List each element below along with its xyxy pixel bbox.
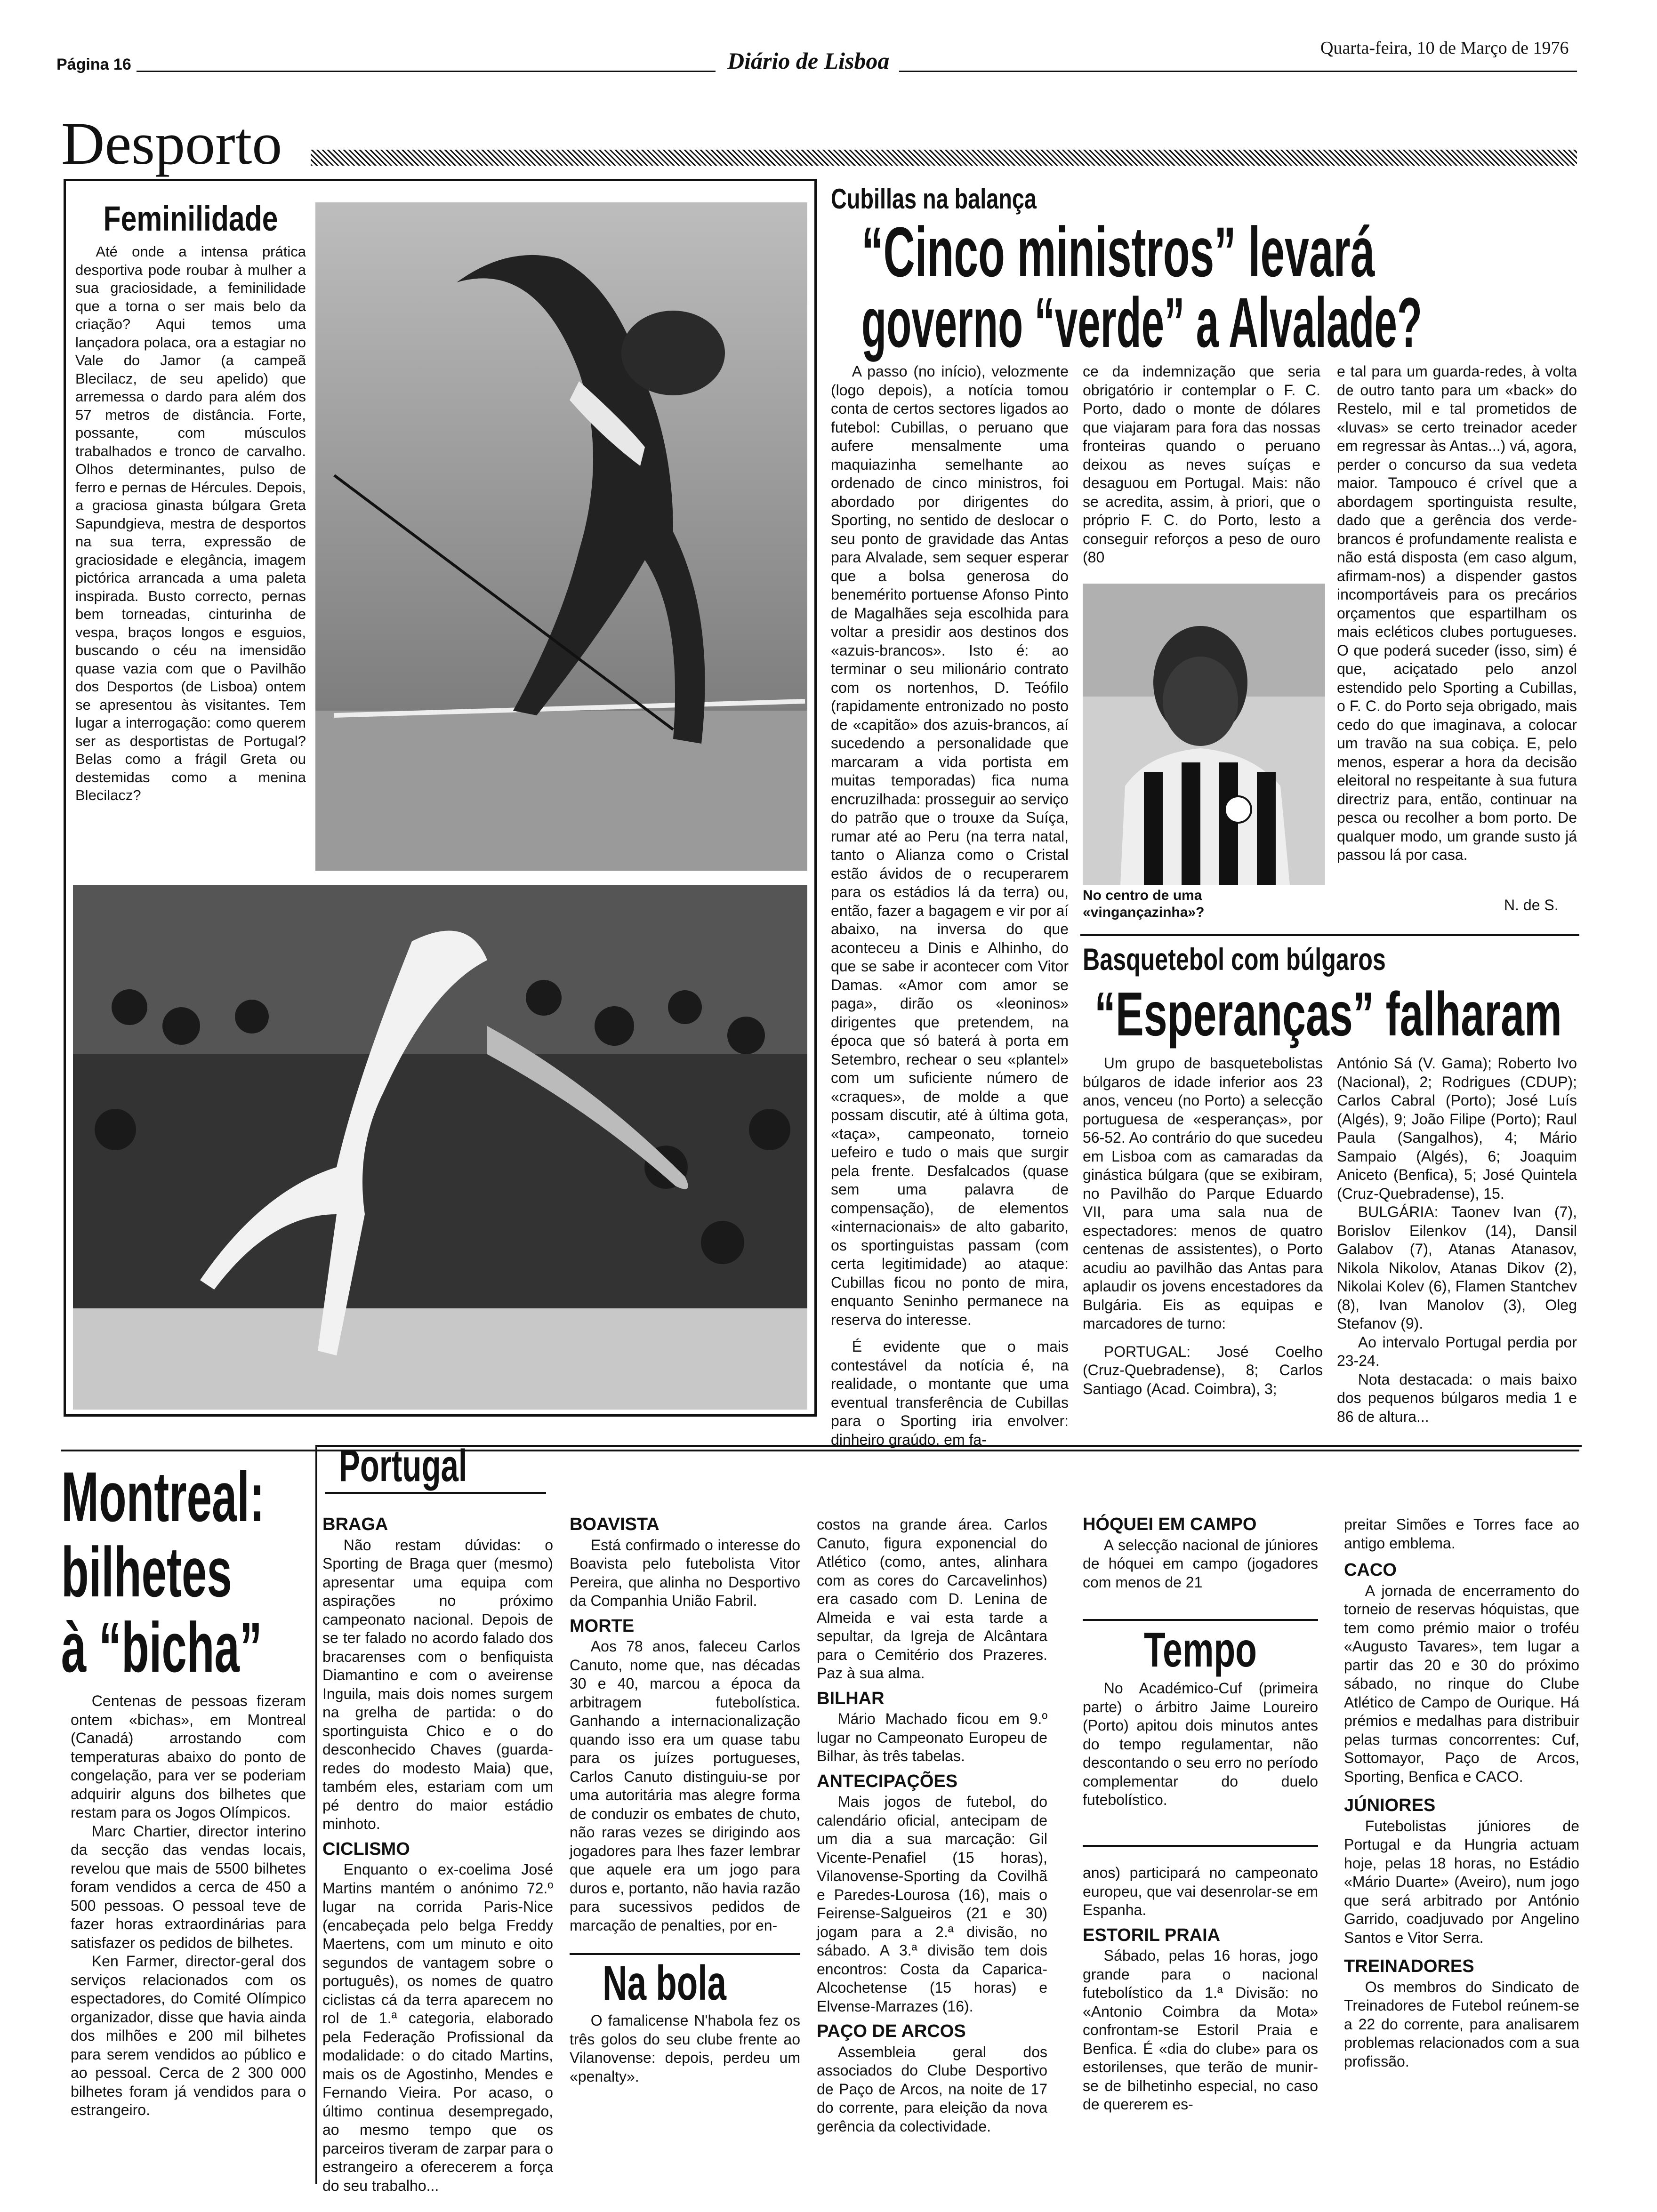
hoquei-text: A selecção nacional de júniores de hóquei em campo (jogadores com menos de 21 <box>1083 1536 1318 1591</box>
ciclismo-heading: CICLISMO <box>322 1839 410 1859</box>
caco-heading: CACO <box>1344 1560 1397 1580</box>
braga-heading: BRAGA <box>322 1515 388 1534</box>
tempo-bottom-rule <box>1083 1845 1318 1847</box>
juniores-text: Futebolistas júniores de Portugal e da Hungria actuam hoje, pelas 18 horas, no Estádio «Mário Duarte» (Aveiro), num jogo que será arbitrado por António Garrido, coadjuvado por Angelino Santos e Vitor Serra. <box>1344 1817 1579 1946</box>
tempo-heading: Tempo <box>1144 1623 1257 1677</box>
montreal-headline-2: bilhetes <box>61 1532 232 1611</box>
basquetebol-col2-text: António Sá (V. Gama); Roberto Ivo (Nacional), 2; Rodrigues (CDUP); Carlos Cabral (Porto); José Luís (Algés), 9; João Filipe (Porto); Raul Paula (Sangalhos), 4; Mário Sampaio (Algés), 6; Joaquim Aniceto (Benfica), 5; José Quintela (Cruz-Quebradense), 15. <box>1337 1055 1577 1202</box>
portugal-col-c <box>817 1515 1047 2136</box>
cubillas-headline-1: “Cinco ministros” levará <box>861 212 1375 291</box>
cubillas-kicker: Cubillas na balança <box>831 183 1037 215</box>
pacoarcos-text: Assembleia geral dos associados do Clube Desportivo de Paço de Arcos, na noite de 17 do corrente, para eleição da nova gerência da colectividade. <box>817 2043 1047 2135</box>
estoril-heading: ESTORIL PRAIA <box>1083 1925 1221 1945</box>
portugal-col-d <box>1083 1515 1318 1592</box>
morte2-text: costos na grande área. Carlos Canuto, figura exponencial do Atlético (como, antes, alinhara com as cores do Carcavelinhos) era casado com D. Lenina de Almeida e vai esta tarde a sepultar, da Igreja de Alcântara para o Cemitério dos Prazeres. Paz à sua alma. <box>817 1516 1047 1682</box>
feminilidade-title: Feminilidade <box>103 199 278 238</box>
cubillas-photo <box>1083 584 1325 885</box>
basquetebol-headline: “Esperanças” falharam <box>1094 979 1562 1049</box>
antecipacoes-heading: ANTECIPAÇÕES <box>817 1771 958 1791</box>
hoquei2-text: anos) participará no campeonato europeu, que vai desenrolar-se em Espanha. <box>1083 1864 1318 1918</box>
tempo-box <box>1083 1619 1318 1810</box>
basquetebol-kicker: Basquetebol com búlgaros <box>1083 942 1386 977</box>
pacoarcos-heading: PAÇO DE ARCOS <box>817 2021 966 2041</box>
caco-text: A jornada de encerramento do torneio de reservas hóquistas, que tem como prémio maior o troféu «Augusto Tavares», tem lugar a partir das 20 e 30 do próximo sábado, no rinque do Clube Atlético de Campo de Ourique. Há prémios e medalhas para distribuir pelas turmas concorrentes: Cuf, Sottomayor, Paço de Arcos, Sporting, Benfica e CACO. <box>1344 1582 1579 1785</box>
juniores-heading: JÚNIORES <box>1344 1795 1436 1815</box>
cubillas-caption: No centro de uma «vingançazinha»? <box>1083 888 1205 920</box>
portugal-col-d2 <box>1083 1864 1318 2114</box>
nabola-box <box>570 1953 800 2086</box>
cubillas-signature: N. de S. <box>1504 897 1559 914</box>
feminilidade-text <box>75 198 306 805</box>
cubillas-col1 <box>831 362 1069 1449</box>
masthead-rule-right <box>899 71 1577 72</box>
portugal-title: Portugal <box>339 1441 467 1491</box>
cubillas-col1-text: A passo (no início), velozmente (logo depois), a notícia tomou conta de certos sectores ligados ao futebol: Cubillas, o peruano que aufere mensalmente uma maquiazinha semelhante ao ordenado de cinco ministros, foi abordado por dirigentes do Sporting, no sentido de deslocar o seu ponto de gravidade das Antas para Alvalade, sem sequer esperar que a bolsa generosa do benemérito portuense Afonso Pinto de Magalhães seja escolhida para voltar a presidir aos destinos dos «azuis-brancos». Isto é: ao terminar o seu milionário contrato com os nortenhos, D. Teófilo (rapidamente entronizado no posto de «capitão» dos azuis-brancos, aí sucedendo a personalidade que marcaram a vida portista em muitas temporadas) fica numa encruzilhada: prosseguir ao serviço do patrão que o trouxe da Suíça, rumar até ao Peru (na terra natal, tanto o Alianza como o Cristal estão ávidos de o recuperarem para os estádios lá da terra) ou, então, fazer a bagagem e vir por aí abaixo, na inversa do que aconteceu a Dinis e Alhinho, do que se sabe ir acontecer com Vitor Damas. «Amor com amor se paga», dirão os «leoninos» dirigentes que pretendem, na época que só baterá à porta em Setembro, rechear o seu «plantel» com um suficiente número de «craques», de molde a que possam discutir, até à última gota, «taça», campeonato, torneio uefeiro e tudo o mais que surgir pela frente. Desfalcados (quase sem uma palavra de compensação), de elementos «internacionais» de alto gabarito, os sportinguistas passam (com certa legitimidade) ao ataque: Cubillas ficou no ponto de mira, enquanto Seninho permanece na reserva do interesse. <box>831 363 1069 1328</box>
montreal-headline-3: à “bicha” <box>61 1608 262 1687</box>
cubillas-col1b-text: É evidente que o mais contestável da notícia é, na realidade, o montante que uma eventual transferência de Cubillas para o Sporting iria envolver: dinheiro graúdo, em fa- <box>831 1338 1069 1448</box>
montreal-p1: Centenas de pessoas fizeram ontem «bichas», em Montreal (Canadá) arrostando com temperaturas abaixo do ponto de congelação, para ver se poderiam adquirir alguns dos bilhetes que restam para os Jogos Olímpicos. <box>71 1692 306 1821</box>
cubillas-col2 <box>1083 362 1320 567</box>
montreal-headline <box>61 1459 325 1685</box>
morte-text: Aos 78 anos, faleceu Carlos Canuto, nome que, nas décadas 30 e 40, marcou a época da arbitragem futebolística. Ganhando a internacionalização quando isso era um quase tabu para os juízes portugueses, Carlos Canuto distinguiu-se por uma autoritária mas alegre forma de conduzir os embates de chuto, não raras vezes se dirigindo aos jogadores para lhes fazer lembrar que aquele era um jogo para duros e, portanto, não havia razão para sucessivos pedidos de marcação de penalties, por en- <box>570 1638 800 1934</box>
bilhar-heading: BILHAR <box>817 1688 885 1708</box>
tempo-text: No Académico-Cuf (primeira parte) o árbitro Jaime Loureiro (Porto) apitou dois minutos antes do tempo regulamentar, não descontando o seu erro no período complementar do duelo futebolístico. <box>1083 1680 1318 1808</box>
cubillas-bottom-rule <box>1080 934 1579 936</box>
nabola-heading: Na bola <box>603 1956 726 2011</box>
boavista-heading: BOAVISTA <box>570 1515 660 1534</box>
montreal-headline-1: Montreal: <box>61 1457 265 1536</box>
antecipacoes-text: Mais jogos de futebol, do calendário oficial, antecipam de um dia a sua marcação: Gil Vicente-Penafiel (15 horas), Vilanovense-Sporting da Covilhã e Paredes-Lourosa (16), mais o Feirense-Salgueiros (21 e 30) jogam para a 2.ª divisão, no sábado. A 3.ª divisão tem dois encontros: Costa da Caparica-Alcochetense (15 horas) e Elvense-Marrazes (16). <box>817 1793 1047 2015</box>
section-title: Desporto <box>61 110 282 177</box>
braga-text: Não restam dúvidas: o Sporting de Braga quer (mesmo) apresentar uma equipa com aspirações no próximo campeonato nacional. Depois de se ter falado no acordo falado dos bracarenses com o benfiquista Diamantino e com o aveirense Inguila, mais dois nomes surgem na grelha de partida: o do sportinguista Chico e o do desconhecido Chaves (guarda-redes do modesto Maia) que, também eles, estariam com um pé dentro do maior estádio minhoto. <box>322 1536 553 1832</box>
javelin-thrower-image <box>315 202 807 871</box>
gymnast-image <box>73 885 807 1410</box>
footballer-image <box>1083 584 1325 885</box>
nabola-text: O famalicense N'habola fez os três golos do seu clube frente ao Vilanovense: depois, perdeu um «penalty». <box>570 2012 800 2085</box>
boavista-text: Está confirmado o interesse do Boavista pelo futebolista Vitor Pereira, que alinha no Desportivo da Companhia União Fabril. <box>570 1536 800 1609</box>
section-hatch-rule <box>311 150 1577 166</box>
portugal-col-e <box>1344 1515 1579 2071</box>
montreal-body <box>71 1692 306 2120</box>
javelin-photo <box>315 202 807 871</box>
gymnast-photo <box>73 885 807 1410</box>
masthead-rule-left <box>137 71 716 72</box>
basquetebol-col1-text: Um grupo de basquetebolistas búlgaros de idade inferior aos 23 anos, venceu (no Porto) a selecção portuguesa de «esperanças», por 56-52. Ao contrário do que sucedeu em Lisboa com as camaradas da ginástica búlgara (que se exibiram, no Pavilhão do Parque Eduardo VII, para uma sala nua de espectadores: menos de quatro centenas de assistentes), o Porto acudiu ao pavilhão das Antas para aplaudir os jovens encestadores da Bulgária. Eis as equipas e marcadores de turno: <box>1083 1055 1323 1332</box>
montreal-p3: Ken Farmer, director-geral dos serviços relacionados com os espectadores, do Comité Olímpico organizador, disse que havia ainda dos milhões e 200 mil bilhetes para serem vendidos ao público e ao pessoal. Cerca de 2 300 000 bilhetes foram já vendidos para o estrangeiro. <box>71 1953 306 2118</box>
morte-heading: MORTE <box>570 1616 635 1636</box>
masthead-date: Quarta-feira, 10 de Março de 1976 <box>1320 38 1569 58</box>
basquetebol-col2d-text: Nota destacada: o mais baixo dos pequenos búlgaros media 1 e 86 de altura... <box>1337 1370 1577 1425</box>
montreal-p2: Marc Chartier, director interino da secção das vendas locais, revelou que mais de 5500 bilhetes foram vendidos a cerca de 450 a 500 pessoas. O pessoal teve de fazer horas extraordinárias para satisfazer os pedidos de bilhetes. <box>71 1822 306 1951</box>
cubillas-headline-2: governo “verde” a Alvalade? <box>861 283 1423 362</box>
cubillas-col3 <box>1337 362 1577 865</box>
cubillas-col2-text: ce da indemnização que seria obrigatório ir contemplar o F. C. Porto, dado o monte de dólares que viajaram para fora das nossas fronteiras quando o peruano deixou as neves suíças e desaguou em Portugal. Mais: não se acredita, assim, à priori, que o próprio F. C. do Porto, lesto a conseguir reforços a peso de ouro (80 <box>1083 363 1320 566</box>
caco-pre-text: preitar Simões e Torres face ao antigo emblema. <box>1344 1516 1579 1552</box>
portugal-col-a <box>322 1515 553 2195</box>
portugal-col-b <box>570 1515 800 1935</box>
basquetebol-col1 <box>1083 1054 1323 1398</box>
treinadores-heading: TREINADORES <box>1344 1956 1474 1976</box>
estoril-text: Sábado, pelas 16 horas, jogo grande para o nacional futebolístico da 1.ª Divisão: no «Antonio Coimbra da Mota» confrontam-se Estoril Praia e Benfica. É «dia do clube» para os estorilenses, que terão de munir-se de bilhetinho especial, no caso de quererem es- <box>1083 1947 1318 2113</box>
page-number: Página 16 <box>56 56 131 73</box>
basquetebol-col2 <box>1337 1054 1577 1426</box>
ciclismo-text: Enquanto o ex-coelima José Martins mantém o anónimo 72.º lugar na corrida Paris-Nice (encabeçada pelo belga Freddy Maertens, com um minuto e oito segundos de vantagem sobre o português), os nomes de quatro ciclistas cá da terra aparecem no rol de 1.ª categoria, elaborado pela Federação Profissional da modalidade: o do citado Martins, mais os de Agostinho, Mendes e Fernando Vieira. Por acaso, o último continua desempregado, ao mesmo tempo que os parceiros tiveram de zarpar para o estrangeiro a oferecerem a força do seu trabalho... <box>322 1861 553 2194</box>
basquetebol-col1b-text: PORTUGAL: José Coelho (Cruz-Quebradense), 8; Carlos Santiago (Acad. Coimbra), 3; <box>1083 1343 1323 1397</box>
masthead-title: Diário de Lisboa <box>727 48 890 74</box>
bilhar-text: Mário Machado ficou em 9.º lugar no Campeonato Europeu de Bilhar, às três tabelas. <box>817 1710 1047 1764</box>
basquetebol-col2b-text: BULGÁRIA: Taonev Ivan (7), Borislov Eilenkov (14), Dansil Galabov (7), Atanas Atanasov, Nikola Nikolov, Atanas Dikov (2), Nikolai Kolev (6), Flamen Stantchev (8), Ivan Manolov (3), Oleg Stefanov (9). <box>1337 1203 1577 1332</box>
cubillas-col3-text: e tal para um guarda-redes, à volta de outro tanto para um «back» do Restelo, mil e tal prometidos de «luvas» se certo treinador aceder em regressar às Antas...) vá, agora, perder o concurso da sua vedeta maior. Tampouco é crível que a abordagem sportinguista resulte, dado que a gerência dos verde-brancos é profundamente realista e não está disposta (em caso algum, afirmam-nos) a dispender gastos incomportáveis para os precários orçamentos que espartilham os mais ecléticos clubes portugueses. O que poderá suceder (isso, sim) é que, aciçatado pelo anzol estendido pelo Sporting a Cubillas, o F. C. do Porto seja obrigado, mais cedo do que imaginava, a colocar um travão na sua cobiça. E, pelo menos, esperar a hora da decisão eleitoral no respeitante à sua futura directriz para, então, continuar na pesca ou recolher a bom porto. De qualquer modo, um grande susto já passou lá por casa. <box>1337 363 1577 863</box>
basquetebol-col2c-text: Ao intervalo Portugal perdia por 23-24. <box>1337 1333 1577 1369</box>
portugal-title-rule <box>325 1492 546 1494</box>
hoquei-heading: HÓQUEI EM CAMPO <box>1083 1515 1257 1534</box>
treinadores-text: Os membros do Sindicato de Treinadores de Futebol reúnem-se a 22 do corrente, para analisarem problemas relacionados com a sua profissão. <box>1344 1978 1579 2070</box>
feminilidade-body: Até onde a intensa prática desportiva pode roubar à mulher a sua graciosidade, a feminilidade que a torna o ser mais belo da criação? Aqui temos uma lançadora polaca, ora a estagiar no Vale do Jamor (a campeã Blecilacz, de seu apelido) que arremessa o dardo para além dos 57 metros de distância. Forte, possante, com músculos trabalhados e tronco de carvalho. Olhos determinantes, pulso de ferro e pernas de Hércules. Depois, a graciosa ginasta búlgara Greta Sapundgieva, mestra de desportos na sua terra, expressão de graciosidade e elegância, imagem pictórica arrancada a uma paleta inspirada. Busto correcto, pernas bem torneadas, cinturinha de vespa, braços longos e esguios, buscando o céu na imensidão quase vazia com que o Pavilhão dos Desportos (de Lisboa) ontem se apresentou às visitantes. Tem lugar a interrogação: como querem ser as desportistas de Portugal? Belas como a frágil Greta ou destemidas como a menina Blecilacz? <box>75 243 306 803</box>
